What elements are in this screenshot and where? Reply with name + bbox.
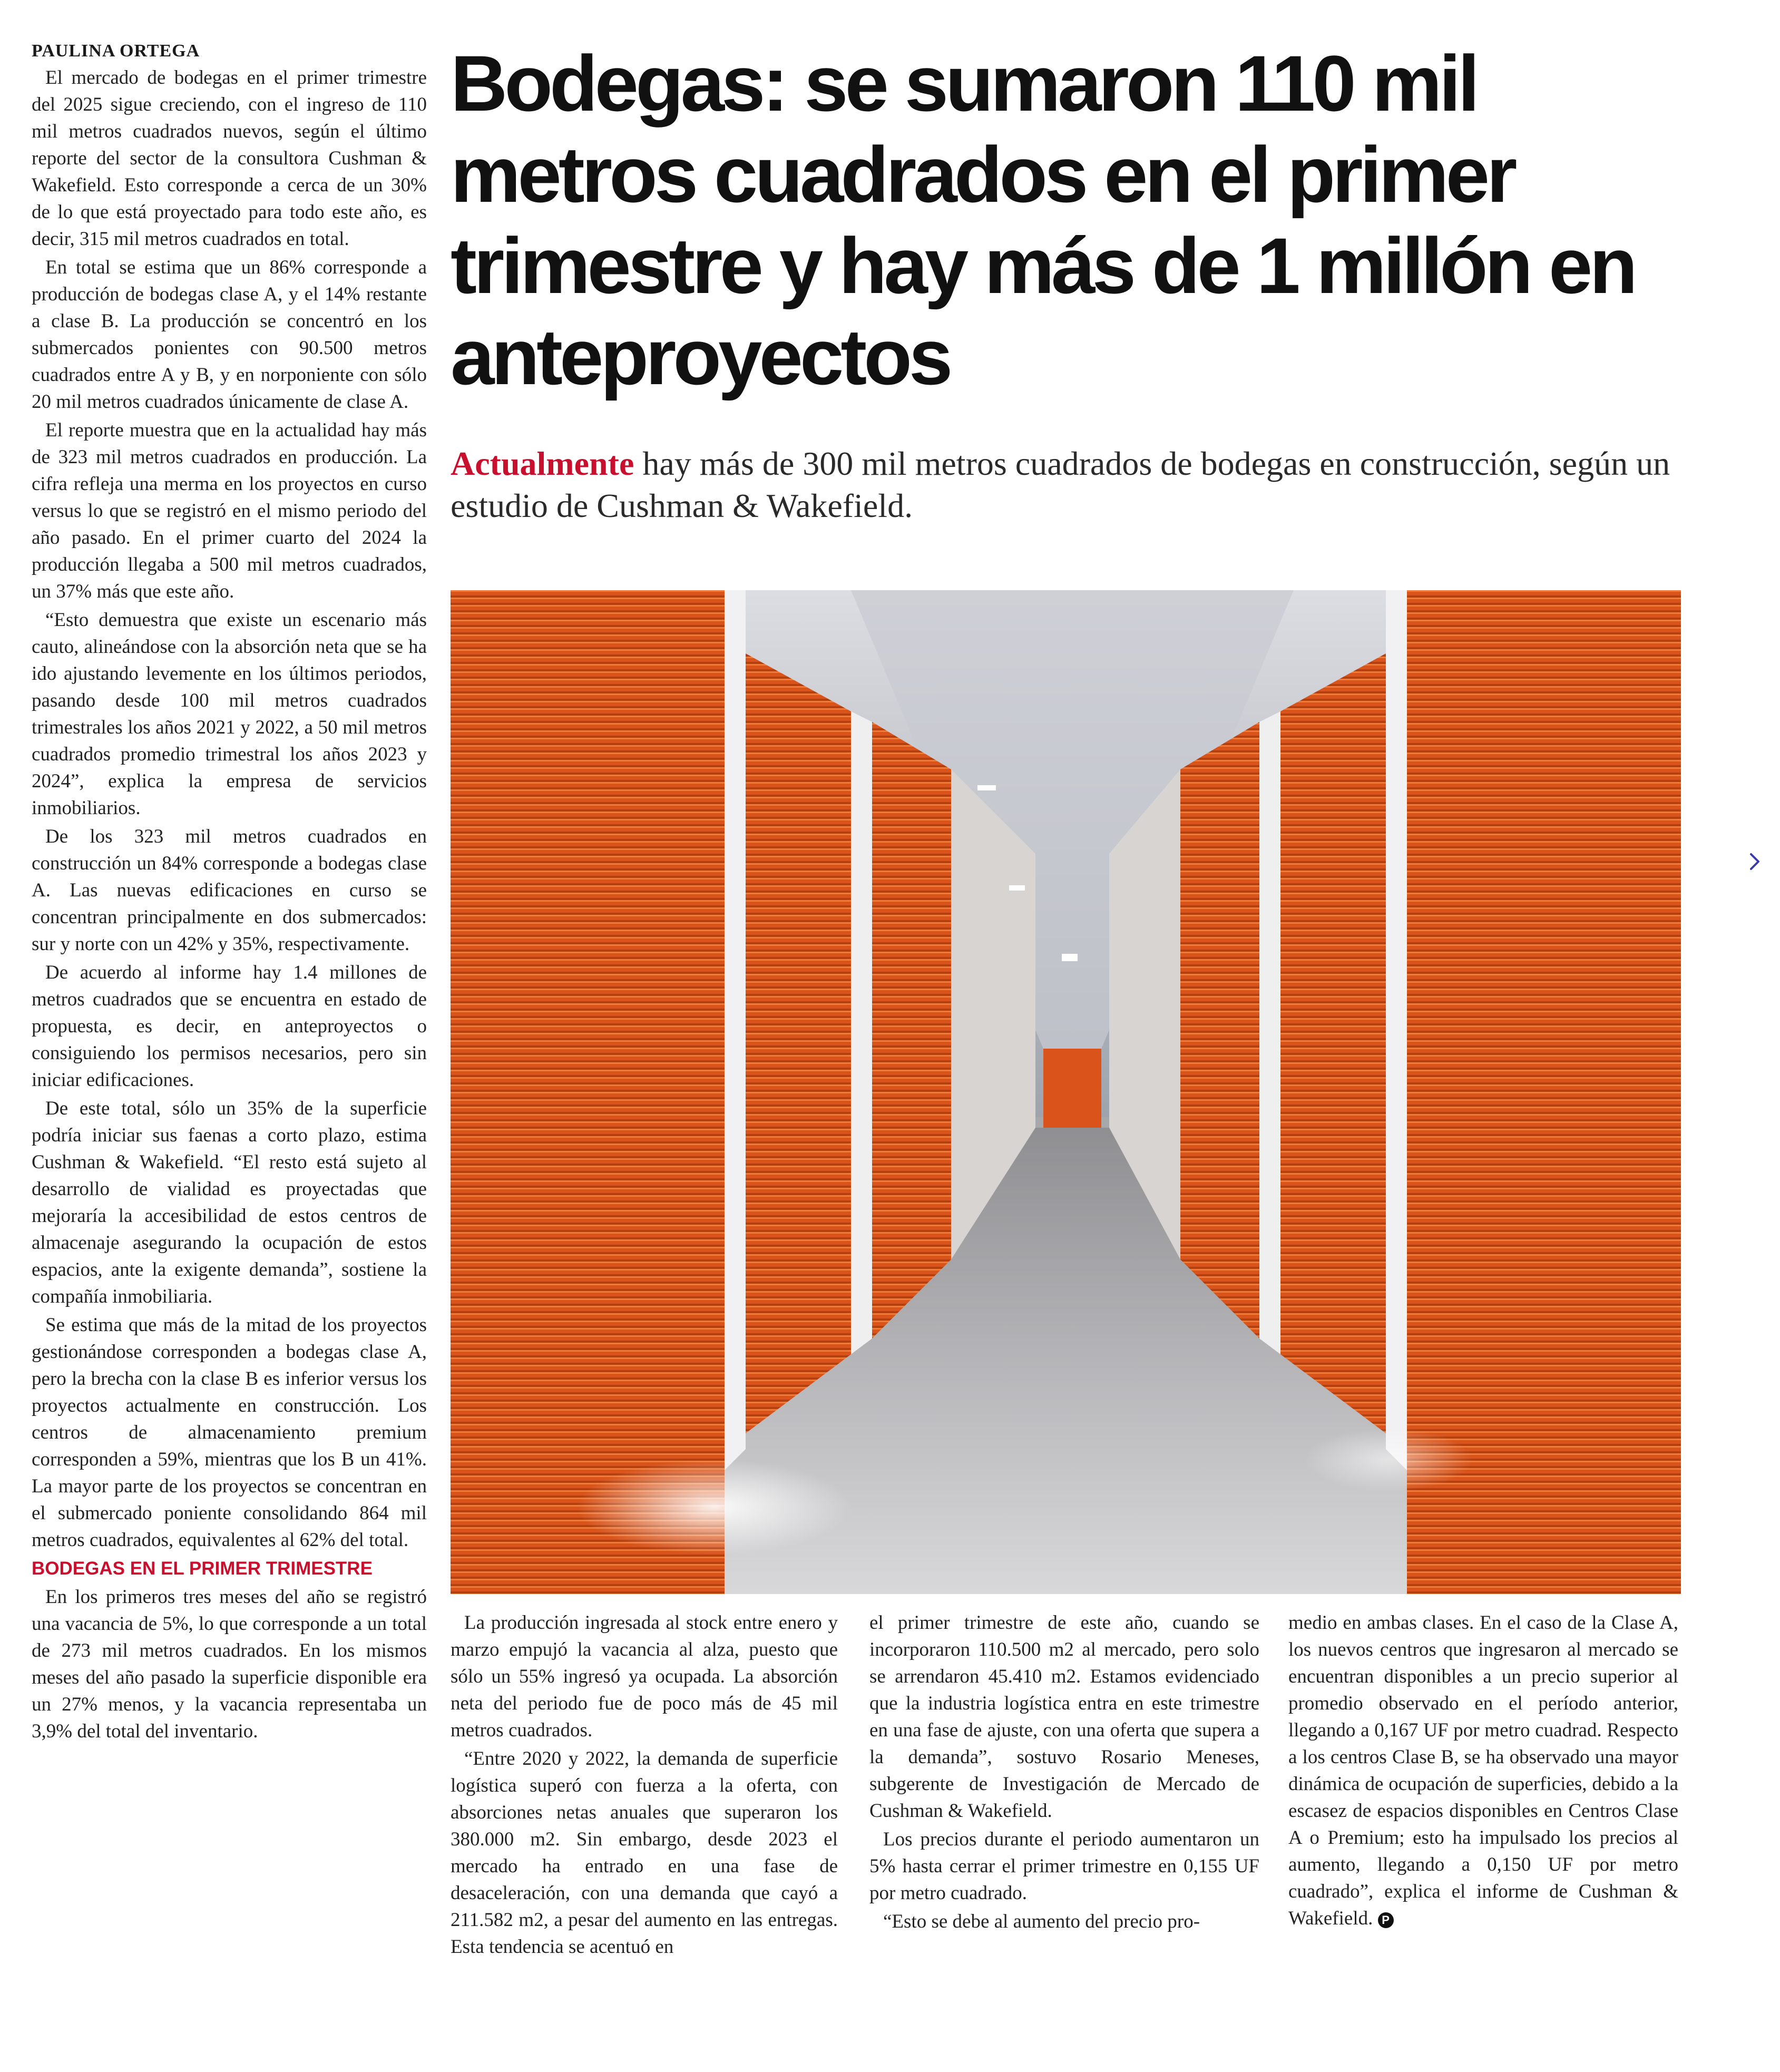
paragraph: Los precios durante el periodo aumentaron un 5% hasta cerrar el primer trimestre en 0,155 UF por metro cuadrado. [869,1829,1259,1904]
paragraph: De este total, sólo un 35% de la superficie podría iniciar sus faenas a corto plazo, estima Cushman & Wakefield. “El resto está sujeto al desarrollo de vialidad es proyectadas que mejoraría la accesibilidad de estos centros de almacenaje asegurando la ocupación de estos espacios, ante la exigente demanda”, sostiene la compañía inmobiliaria. [32,1098,427,1307]
lede-text: hay más de 300 mil metros cuadrados de bodegas en construcción, según un estudio de Cushman & Wakefield. [451,445,1670,524]
headline: Bodegas: se sumaron 110 mil metros cuadrados en el primer trimestre y hay más de 1 millón en anteproyectos [451,39,1635,401]
paragraph: Se estima que más de la mitad de los proyectos gestionándose corresponden a bodegas clase A, pero la brecha con la clase B es inferior versus los proyectos actualmente en construcción. Los centros de almacenamiento premium corresponden a 59%, mientras que los B un 41%. La mayor parte de los proyectos se concentran en el submercado poniente consolidando 864 mil metros cuadrados, equivalentes al 62% del total. [32,1314,427,1551]
paragraph: El mercado de bodegas en el primer trimestre del 2025 sigue creciendo, con el ingreso de 110 mil metros cuadrados nuevos, según el último reporte del sector de la consultora Cushman & Wakefield. Esto corresponde a cerca de un 30% de lo que está proyectado para todo este año, es decir, 315 mil metros cuadrados en total. [32,67,427,250]
paragraph: el primer trimestre de este año, cuando se incorporaron 110.500 m2 al mercado, pero solo se arrendaron 45.410 m2. Estamos evidenciado que la industria logística entra en este trimestre en una fase de ajuste, con una oferta que supera a la demanda”, sostuvo Rosario Meneses, subgerente de Investigación de Mercado de Cushman & Wakefield. [869,1612,1259,1822]
bottom-column-2 [869,1609,1259,1937]
paragraph: “Entre 2020 y 2022, la demanda de superficie logística superó con fuerza a la oferta, con absorciones netas anuales que superaron los 380.000 m2. Sin embargo, desde 2023 el mercado ha entrado en una fase de desaceleración, con una demanda que cayó a 211.582 m2, a pesar del aumento en las entregas. Esta tendencia se acentuó en [451,1748,838,1958]
paragraph: En total se estima que un 86% corresponde a producción de bodegas clase A, y el 14% restante a clase B. La producción se concentró en los submercados ponientes con 90.500 metros cuadrados entre A y B, y en norponiente con sólo 20 mil metros cuadrados únicamente de clase A. [32,257,427,413]
lede-lead-word: Actualmente [451,445,634,482]
paragraph: El reporte muestra que en la actualidad hay más de 323 mil metros cuadrados en producción. La cifra refleja una merma en los proyectos en curso versus lo que se registró en el mismo periodo del año pasado. En el primer cuarto del 2024 la producción llegaba a 500 mil metros cuadrados, un 37% más que este año. [32,419,427,602]
paragraph: De los 323 mil metros cuadrados en construcción un 84% corresponde a bodegas clase A. Las nuevas edificaciones en curso se concentran principalmente en dos submercados: sur y norte con un 42% y 35%, respectivamente. [32,826,427,955]
section-subhead: BODEGAS EN EL PRIMER TRIMESTRE [32,1558,373,1579]
paragraph [1288,1609,1678,1932]
next-arrow-button[interactable] [1739,846,1771,877]
paragraph: “Esto se debe al aumento del precio pro- [883,1911,1200,1932]
paragraph-text: medio en ambas clases. En el caso de la Clase A, los nuevos centros que ingresaron al mercado se encuentran disponibles a un precio superior al promedio observado en el período anterior, llegando a 0,167 UF por metro cuadrad. Respecto a los centros Clase B, se ha observado una mayor dinámica de ocupación de superficies, debido a la escasez de espacios disponibles en Centros Clase A o Premium; esto ha impulsado los precios al aumento, llegando a 0,150 UF por metro cuadrado”, explica el informe de Cushman & Wakefield. [1288,1612,1678,1929]
lede [451,443,1705,527]
photo-illustration [451,590,1681,1594]
paragraph: En los primeros tres meses del año se registró una vacancia de 5%, lo que corresponde a un total de 273 mil metros cuadrados. En los mismos meses del año pasado la superficie disponible era un 27% menos, y la vacancia representaba un 3,9% del total del inventario. [32,1586,427,1742]
paragraph: La producción ingresada al stock entre enero y marzo empujó la vacancia al alza, puesto que sólo un 55% ingresó ya ocupada. La absorción neta del periodo fue de poco más de 45 mil metros cuadrados. [451,1612,838,1741]
byline: PAULINA ORTEGA [32,41,200,61]
paragraph: “Esto demuestra que existe un escenario más cauto, alineándose con la absorción neta que se ha ido ajustando levemente en los últimos periodos, pasando desde 100 mil metros cuadrados trimestrales los años 2021 y 2022, a 50 mil metros cuadrados promedio trimestral los años 2023 y 2024”, explica la empresa de servicios inmobiliarios. [32,609,427,819]
bottom-column-3 [1288,1609,1678,1933]
paragraph: De acuerdo al informe hay 1.4 millones de metros cuadrados que se encuentra en estado de propuesta, es decir, en anteproyectos o consiguiendo los permisos necesarios, pero sin iniciar edificaciones. [32,962,427,1091]
storage-corridor-photo [451,590,1681,1594]
chevron-right-icon [1747,851,1763,872]
bottom-column-1 [451,1609,838,1962]
end-of-article-icon: P [1378,1912,1394,1928]
left-column [32,64,427,1746]
